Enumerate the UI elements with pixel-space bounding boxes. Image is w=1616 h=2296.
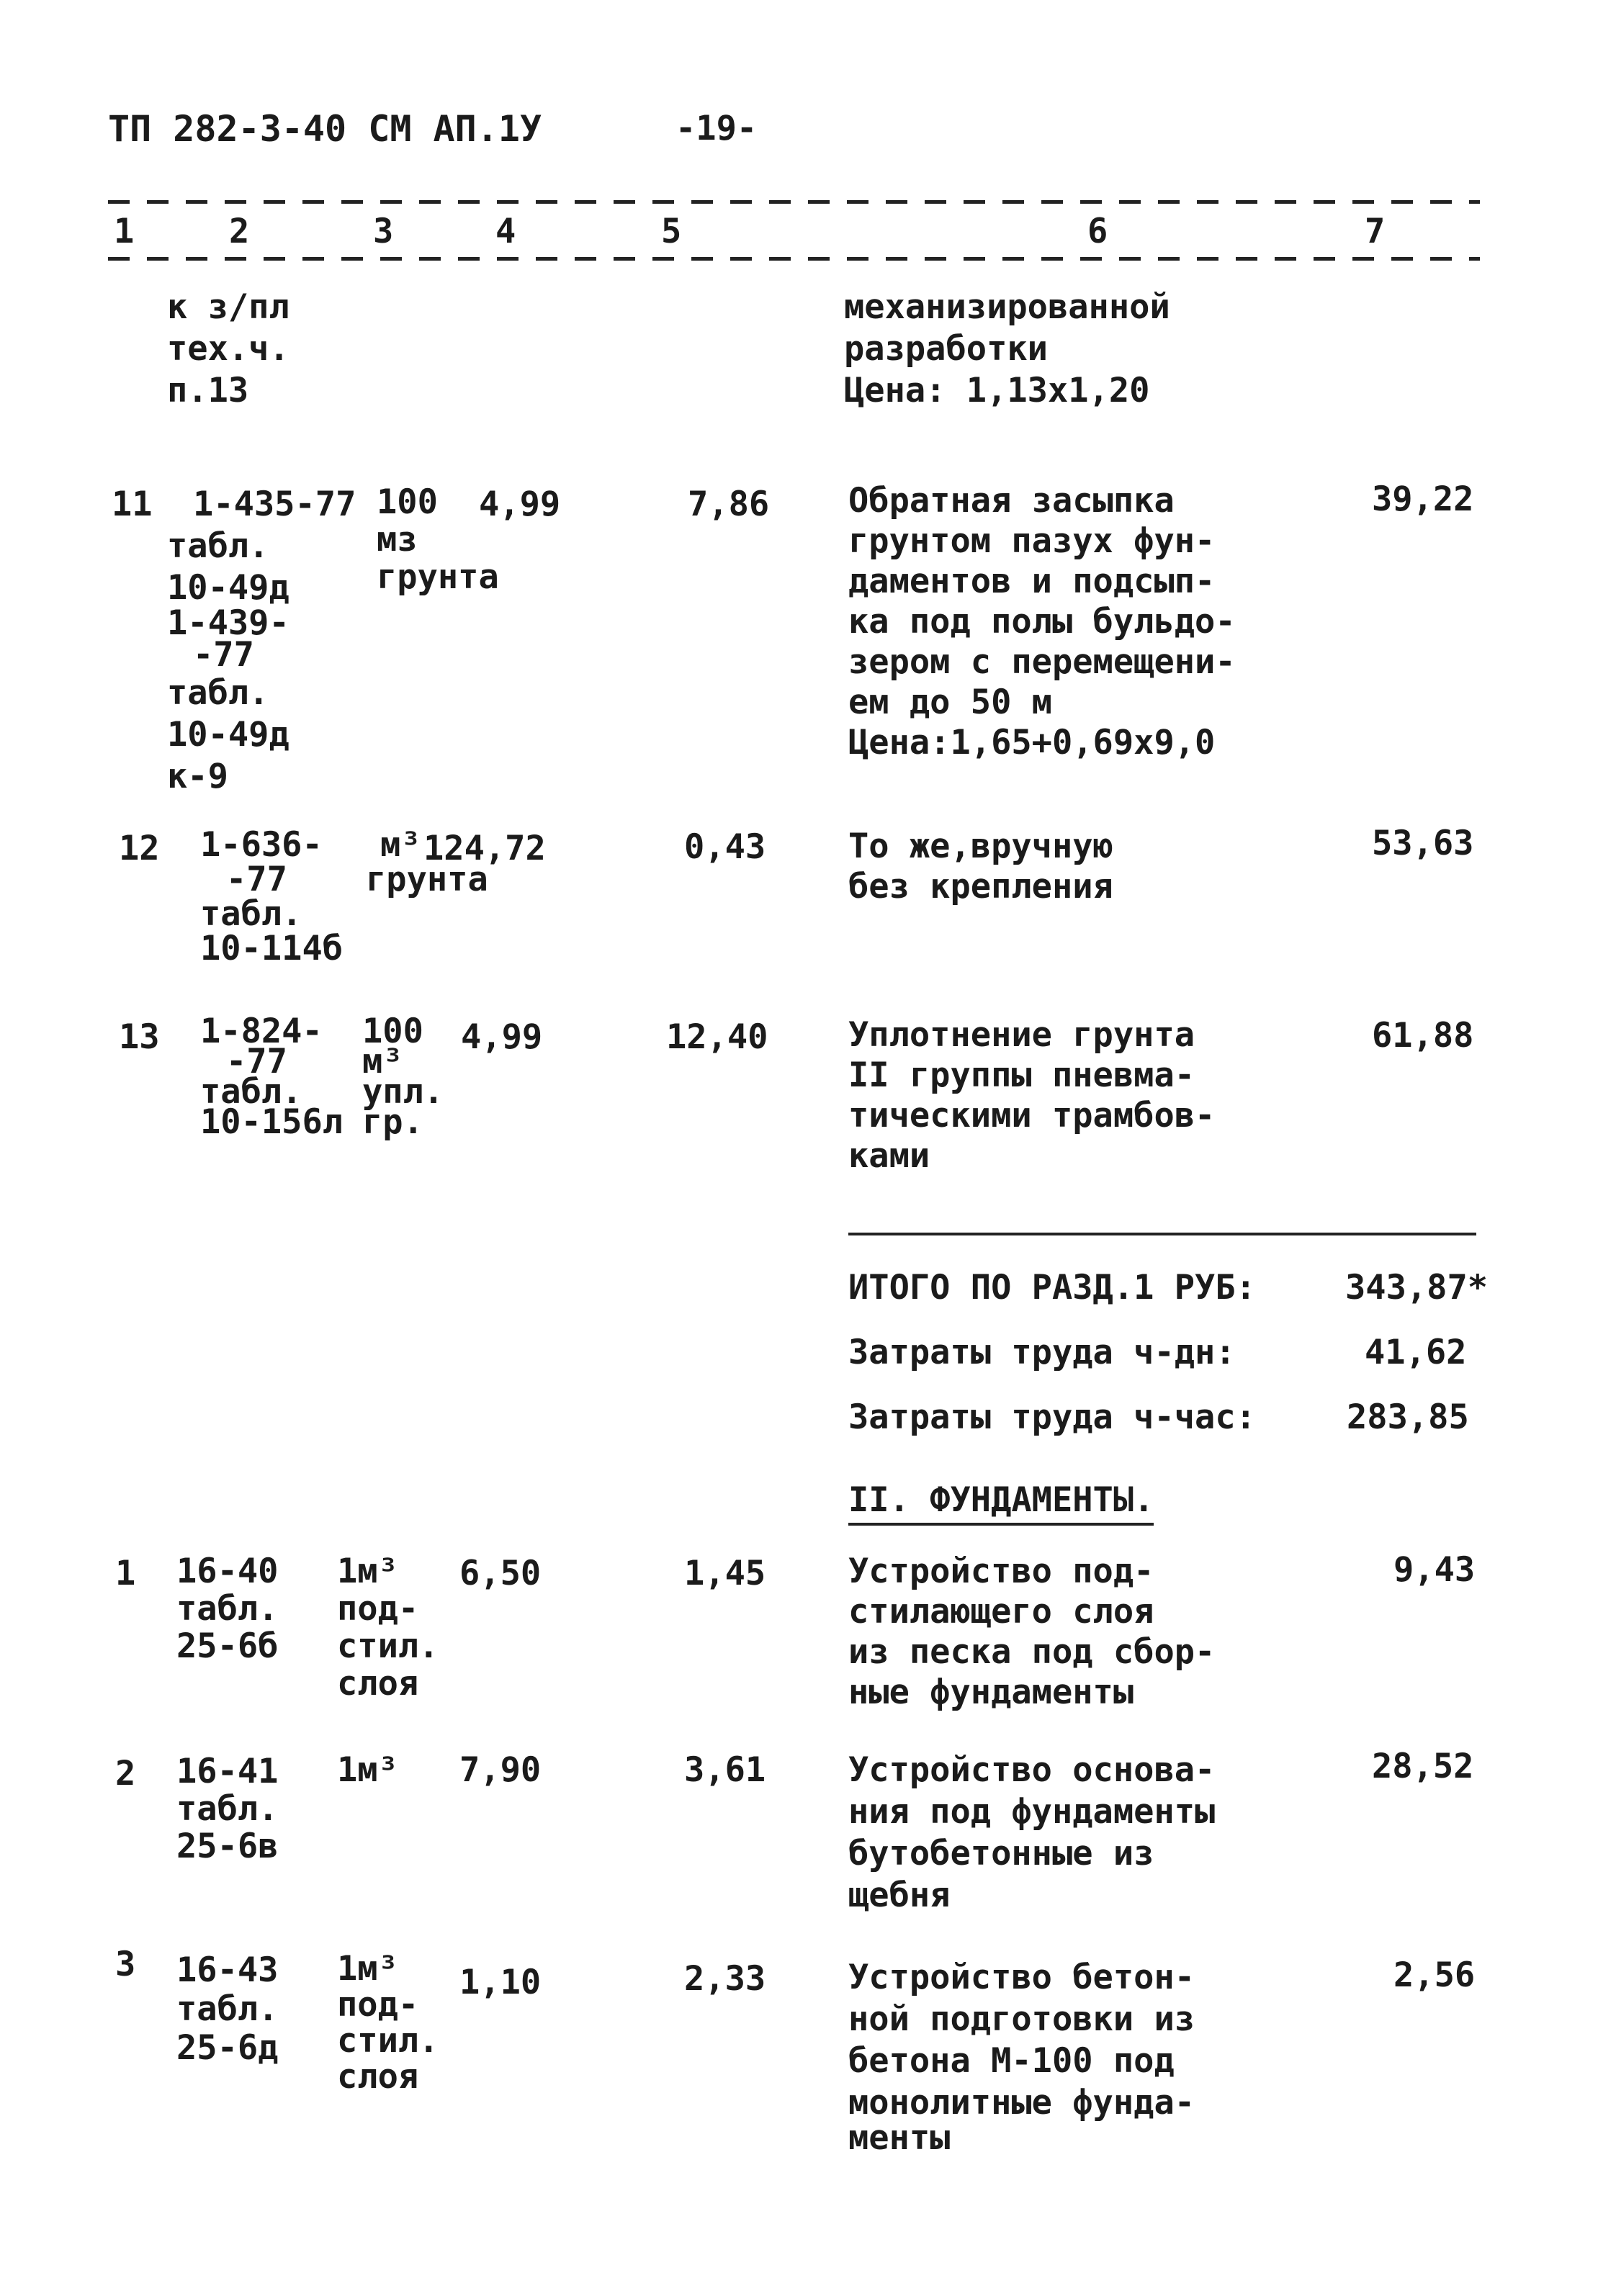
row-quantity: 7,90 [459,1750,542,1790]
row-total: 9,43 [1393,1550,1476,1590]
row-unit: м³ грунта [366,825,488,899]
summary-total-value: 343,87* [1345,1268,1489,1307]
row-unit-price: 3,61 [684,1750,766,1790]
row-code: 1-636- -77 табл. 10-114б [200,825,344,968]
row-description: Уплотнение грунта II группы пневма- тическими трамбов- ками [848,1015,1216,1176]
continuation-code: к з/пл тех.ч. п.13 [167,287,289,410]
row-unit-price: 7,86 [688,485,770,524]
row-number: 3 [115,1945,136,1984]
col-header-1: 1 [114,212,135,251]
row-total: 53,63 [1372,824,1474,863]
page-number: -19- [675,109,758,148]
row-description: То же,вручную без крепления [848,827,1113,906]
row-unit: 1м³ [337,1750,398,1790]
summary-labor-hours-value: 283,85 [1347,1397,1469,1437]
row-quantity: 4,99 [479,485,561,524]
col-header-4: 4 [495,212,516,251]
summary-rule [848,1233,1476,1235]
row-quantity: 4,99 [461,1017,543,1057]
summary-labor-days-value: 41,62 [1365,1333,1467,1372]
row-unit: 100 м³ упл. гр. [362,1012,444,1142]
row-number: 11 [112,485,153,524]
header-rule-bottom [108,257,1480,261]
row-quantity: 124,72 [423,829,546,868]
summary-labor-days-label: Затраты труда ч-дн: [848,1333,1236,1372]
row-unit-price: 0,43 [684,827,766,867]
row-description: Устройство основа- ния под фундаменты бутобетонные из щебня [848,1750,1216,1915]
row-unit-price: 12,40 [666,1017,768,1057]
col-header-6: 6 [1087,212,1108,251]
row-code: 1-824- -77 табл. 10-156л [200,1012,344,1142]
row-unit: 1м³ под- стил. слоя [337,1949,439,2097]
document-code: ТП 282-3-40 СМ АП.1У [108,108,542,150]
row-number: 13 [119,1017,160,1057]
row-quantity: 1,10 [459,1963,542,2002]
summary-labor-hours-label: Затраты труда ч-час: [848,1397,1256,1437]
row-total: 2,56 [1393,1955,1476,1995]
row-unit-price: 1,45 [684,1554,766,1593]
col-header-7: 7 [1365,212,1386,251]
row-total: 61,88 [1372,1016,1474,1055]
row-number: 2 [115,1754,136,1793]
row-code: 16-40 табл. 25-6б [176,1552,279,1666]
row-code: 16-41 табл. 25-6в [176,1752,279,1866]
col-header-5: 5 [661,212,682,251]
header-rule-top [108,200,1480,204]
summary-total-label: ИТОГО ПО РАЗД.1 РУБ: [848,1268,1256,1307]
section-title: II. ФУНДАМЕНТЫ. [848,1480,1154,1526]
row-unit: 100 мз грунта [377,482,499,597]
row-total: 28,52 [1372,1747,1474,1786]
row-code: 1-435-77 табл. 10-49д 1-439- -77 табл. 10-49д к-9 [167,485,356,796]
row-description: Устройство под- стилающего слоя из песка под сбор- ные фундаменты [848,1552,1216,1712]
row-total: 39,22 [1372,480,1474,519]
row-unit: 1м³ под- стил. слоя [337,1552,439,1703]
continuation-description: механизированной разработки Цена: 1,13х1,20 [844,287,1170,410]
col-header-3: 3 [373,212,394,251]
row-number: 1 [115,1554,136,1593]
row-description: Обратная засыпка грунтом пазух фун- даментов и подсып- ка под полы бульдо- зером с перемещени- ем до 50 м Цена:1,65+0,69х9,0 [848,481,1236,762]
row-quantity: 6,50 [459,1554,542,1593]
row-number: 12 [119,829,160,868]
row-code: 16-43 табл. 25-6д [176,1950,279,2068]
row-unit-price: 2,33 [684,1959,766,1999]
col-header-2: 2 [229,212,250,251]
row-description: Устройство бетон- ной подготовки из бетона М-100 под монолитные фунда- менты [848,1958,1195,2158]
